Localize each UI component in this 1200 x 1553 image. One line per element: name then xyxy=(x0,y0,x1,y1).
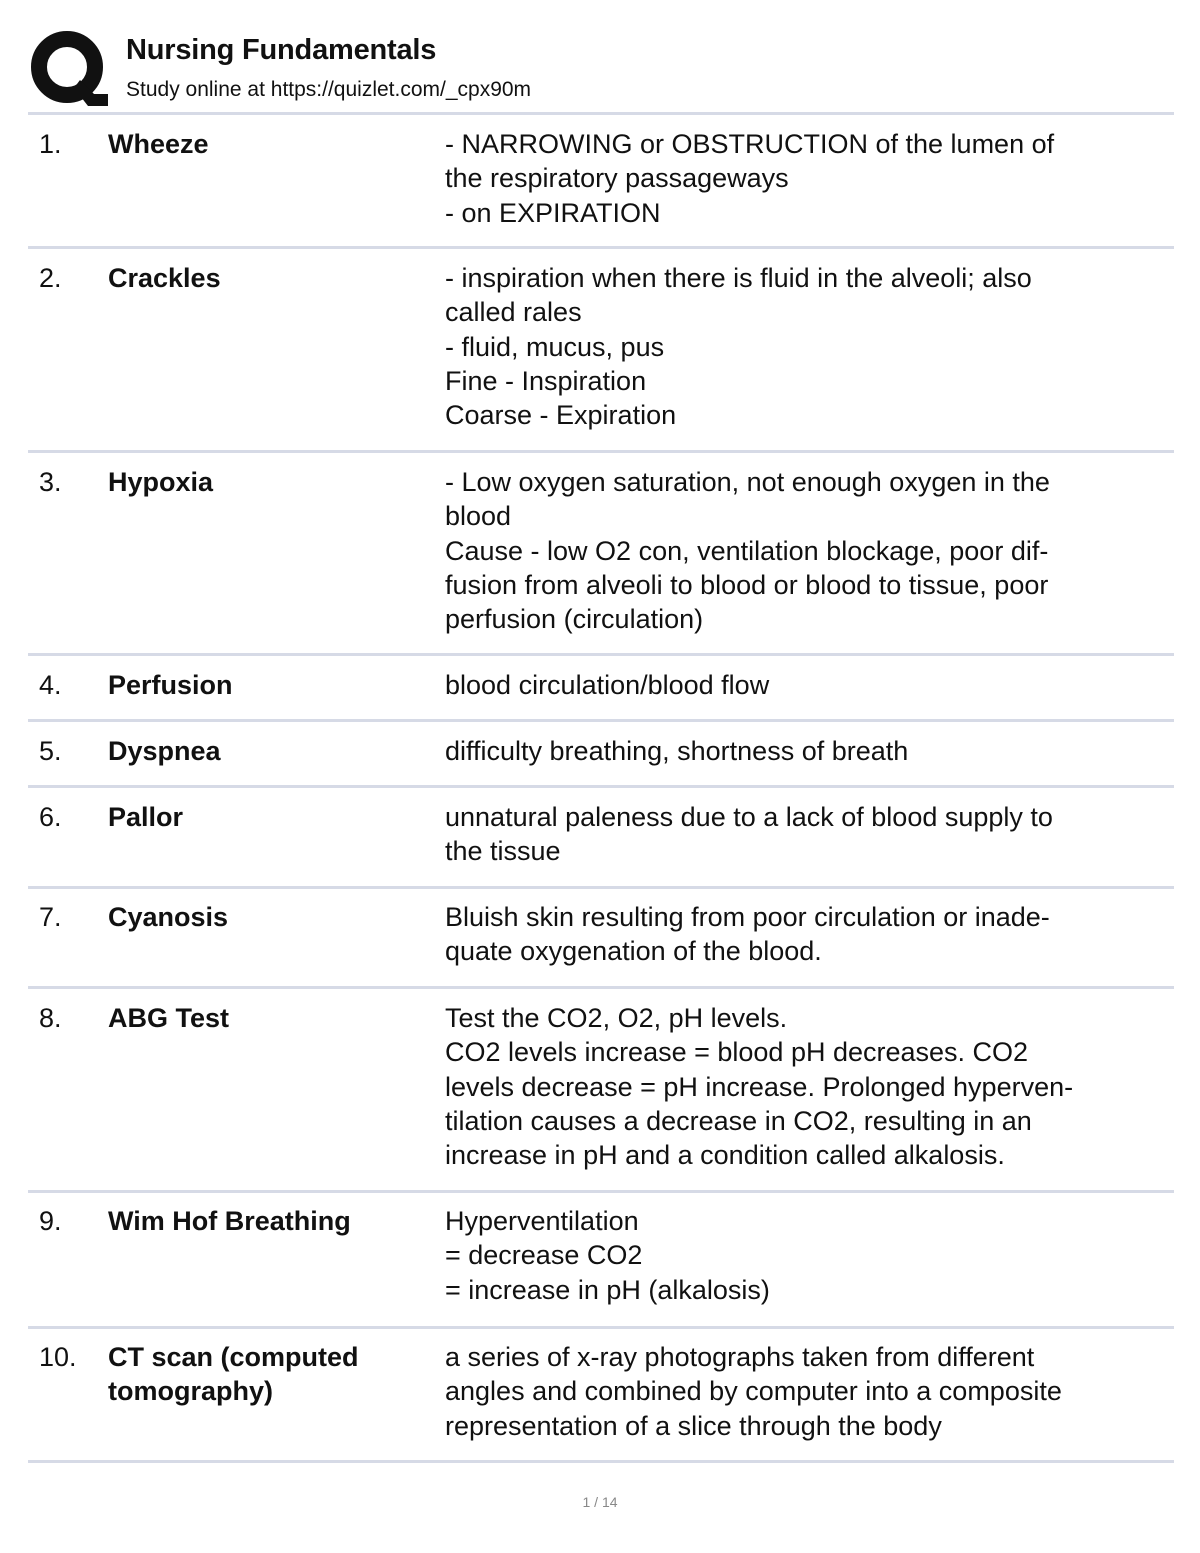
card-definition xyxy=(445,1204,1171,1307)
card-term xyxy=(108,1204,428,1238)
card-term xyxy=(108,900,428,934)
card-definition xyxy=(445,1340,1171,1443)
definition-line: increase in pH and a condition called alkalosis. xyxy=(445,1140,1005,1171)
definition-line: - Low oxygen saturation, not enough oxygen in the xyxy=(445,467,1050,497)
divider xyxy=(28,1190,1174,1193)
definition-line: Test the CO2, O2, pH levels. xyxy=(445,1003,788,1033)
page-indicator: 1 / 14 xyxy=(582,1494,618,1510)
quizlet-logo-icon xyxy=(30,30,108,106)
term-line: Pallor xyxy=(108,802,184,832)
definition-line: - inspiration when there is fluid in the alveoli; also xyxy=(445,263,1032,293)
definition-line: perfusion (circulation) xyxy=(445,604,704,635)
card-definition xyxy=(445,668,1171,702)
term-line: CT scan (computed xyxy=(108,1342,359,1372)
term-line: ABG Test xyxy=(108,1003,230,1033)
divider xyxy=(28,785,1174,788)
card-term xyxy=(108,668,428,702)
card-term xyxy=(108,734,428,768)
card-number: 1. xyxy=(39,129,62,159)
definition-line: quate oxygenation of the blood. xyxy=(445,936,822,967)
divider xyxy=(28,246,1174,249)
card-definition xyxy=(445,900,1171,969)
card-number: 7. xyxy=(39,902,62,932)
card-number: 10. xyxy=(39,1342,77,1372)
definition-line: = decrease CO2 xyxy=(445,1240,643,1271)
document-title: Nursing Fundamentals xyxy=(126,34,437,66)
card-number: 2. xyxy=(39,263,62,293)
definition-line: difficulty breathing, shortness of breath xyxy=(445,736,909,766)
definition-line: Bluish skin resulting from poor circulation or inade- xyxy=(445,902,1050,932)
definition-line: called rales xyxy=(445,297,582,328)
divider xyxy=(28,653,1174,656)
divider xyxy=(28,886,1174,889)
card-definition xyxy=(445,734,1171,768)
page-header xyxy=(28,30,1174,112)
term-line: Dyspnea xyxy=(108,736,221,766)
definition-line: blood circulation/blood flow xyxy=(445,670,770,700)
card-term xyxy=(108,1001,428,1035)
definition-line: unnatural paleness due to a lack of blood supply to xyxy=(445,802,1053,832)
study-link-text: Study online at https://quizlet.com/_cpx90m xyxy=(126,78,532,101)
card-definition xyxy=(445,1001,1171,1172)
term-line: Crackles xyxy=(108,263,221,293)
card-number: 6. xyxy=(39,802,62,832)
term-line: Cyanosis xyxy=(108,902,229,932)
divider xyxy=(28,1326,1174,1329)
term-line: Perfusion xyxy=(108,670,233,700)
definition-line: CO2 levels increase = blood pH decreases. CO2 xyxy=(445,1037,1029,1068)
definition-line: - on EXPIRATION xyxy=(445,197,661,228)
term-line: Hypoxia xyxy=(108,467,214,497)
card-term xyxy=(108,800,428,834)
definition-line: - NARROWING or OBSTRUCTION of the lumen of xyxy=(445,129,1055,159)
definition-line: - fluid, mucus, pus xyxy=(445,331,665,362)
card-term xyxy=(108,465,428,499)
divider xyxy=(28,719,1174,722)
divider xyxy=(28,112,1174,115)
definition-line: the respiratory passageways xyxy=(445,163,789,194)
card-number: 8. xyxy=(39,1003,62,1033)
card-definition xyxy=(445,800,1171,869)
definition-line: blood xyxy=(445,501,512,532)
divider xyxy=(28,1460,1174,1463)
term-line: tomography) xyxy=(108,1376,273,1407)
card-number: 3. xyxy=(39,467,62,497)
card-term xyxy=(108,261,428,295)
card-number: 4. xyxy=(39,670,62,700)
definition-line: Hyperventilation xyxy=(445,1206,639,1236)
definition-line: Coarse - Expiration xyxy=(445,400,677,431)
definition-line: angles and combined by computer into a composite xyxy=(445,1376,1062,1407)
card-definition xyxy=(445,127,1171,230)
definition-line: Cause - low O2 con, ventilation blockage, poor dif- xyxy=(445,535,1049,566)
card-number: 5. xyxy=(39,736,62,766)
definition-line: Fine - Inspiration xyxy=(445,365,647,396)
definition-line: fusion from alveoli to blood or blood to tissue, poor xyxy=(445,569,1049,600)
divider xyxy=(28,450,1174,453)
definition-line: tilation causes a decrease in CO2, resulting in an xyxy=(445,1105,1032,1136)
term-line: Wim Hof Breathing xyxy=(108,1206,351,1236)
definition-line: levels decrease = pH increase. Prolonged hyperven- xyxy=(445,1071,1074,1102)
card-term xyxy=(108,1340,428,1409)
card-term xyxy=(108,127,428,161)
definition-line: representation of a slice through the body xyxy=(445,1410,942,1441)
definition-line: a series of x-ray photographs taken from different xyxy=(445,1342,1035,1372)
card-number: 9. xyxy=(39,1206,62,1236)
term-line: Wheeze xyxy=(108,129,209,159)
definition-line: the tissue xyxy=(445,836,561,867)
card-definition xyxy=(445,465,1171,636)
card-definition xyxy=(445,261,1171,432)
divider xyxy=(28,986,1174,989)
definition-line: = increase in pH (alkalosis) xyxy=(445,1274,770,1305)
